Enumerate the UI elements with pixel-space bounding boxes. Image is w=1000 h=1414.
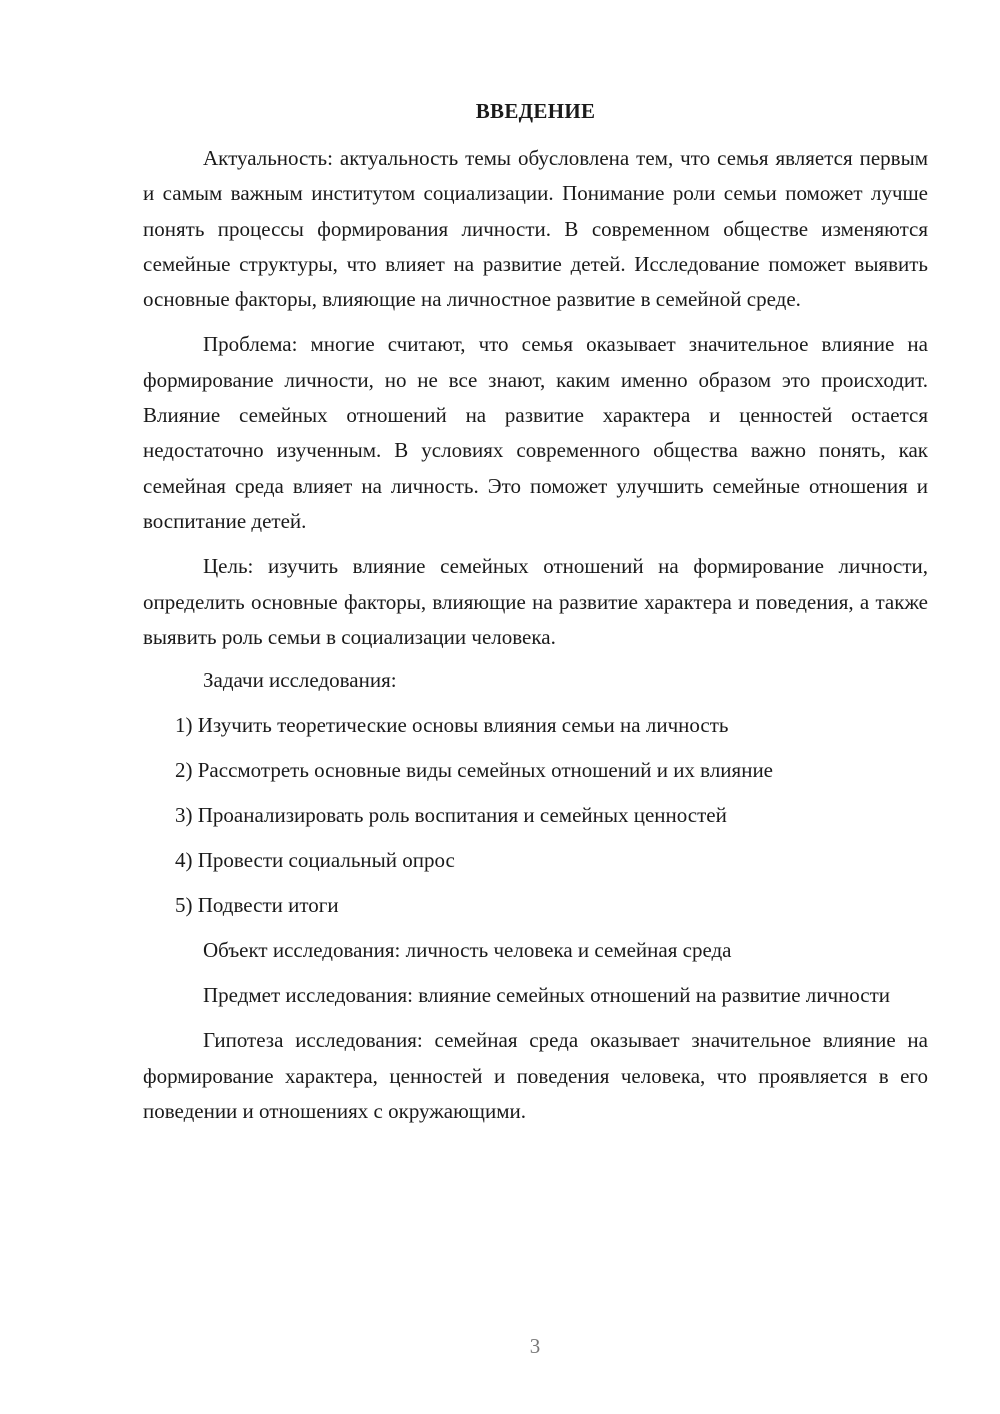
paragraph-object: Объект исследования: личность человека и семейная среда [203,938,732,963]
task-list [143,708,928,923]
paragraph-subject: Предмет исследования: влияние семейных отношений на развитие личности [203,983,891,1008]
task-item: 3) Проанализировать роль воспитания и семейных ценностей [175,803,727,828]
paragraph-actuality: Актуальность: актуальность темы обусловлена тем, что семья является первым и самым важным институтом социализации. Понимание роли семьи поможет лучше понять процессы формирования личности. В современном обществе изменяются семейные структуры, что влияет на развитие детей. Исследование поможет выявить основные факторы, влияющие на личностное развитие в семейной среде. [143,146,928,312]
tasks-heading: Задачи исследования: [203,668,397,693]
page-content [143,96,928,1129]
paragraph-hypothesis: Гипотеза исследования: семейная среда оказывает значительное влияние на формирование характера, ценностей и поведения человека, что проявляется в его поведении и отношениях с окружающими. [143,1028,928,1124]
task-item: 1) Изучить теоретические основы влияния семьи на личность [175,713,729,738]
task-item: 2) Рассмотреть основные виды семейных отношений и их влияние [175,758,773,783]
paragraph-problem: Проблема: многие считают, что семья оказывает значительное влияние на формирование личности, но не все знают, каким именно образом это происходит. Влияние семейных отношений на развитие характера и ценностей остается недостаточно изученным. В условиях современного общества важно понять, как семейная среда влияет на личность. Это поможет улучшить семейные отношения и воспитание детей. [143,332,928,533]
task-item: 4) Провести социальный опрос [175,848,455,873]
section-title: ВВЕДЕНИЕ [475,99,596,123]
paragraph-goal: Цель: изучить влияние семейных отношений на формирование личности, определить основные факторы, влияющие на развитие характера и поведения, а также выявить роль семьи в социализации человека. [143,554,928,649]
page-number: 3 [529,1334,541,1358]
task-item: 5) Подвести итоги [175,893,339,918]
